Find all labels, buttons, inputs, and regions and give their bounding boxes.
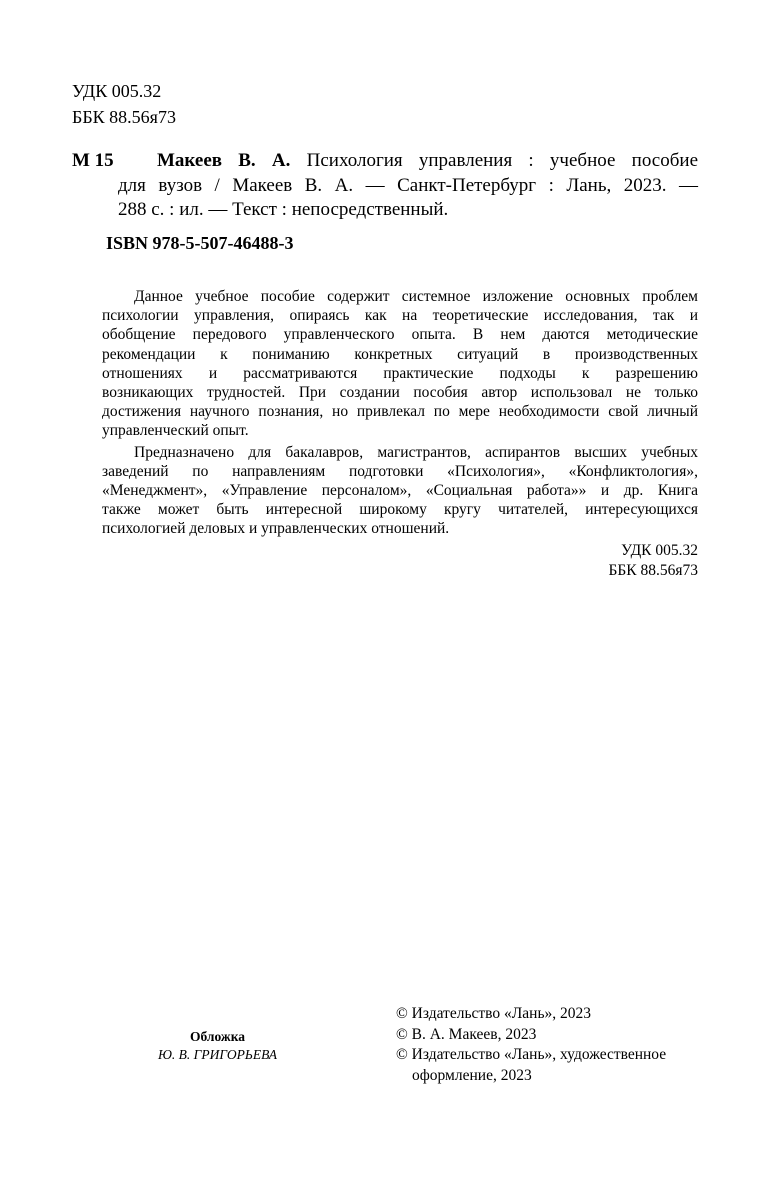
annotation-line: отношениях и рассматриваются практические подходы к разрешению bbox=[102, 364, 698, 382]
biblio-title: Психология управления : учебное пособие bbox=[306, 150, 698, 171]
annotation-line: также может быть интересной широкому кругу читателей, интересующихся bbox=[102, 501, 698, 519]
copyright-line: © В. А. Макеев, 2023 bbox=[396, 1025, 537, 1043]
cover-label: Обложка bbox=[190, 1029, 246, 1044]
annotation-line: заведений по направлениям подготовки «Психология», «Конфликтология», bbox=[102, 462, 698, 480]
biblio-line-2: для вузов / Макеев В. А. — Санкт-Петербург : Лань, 2023. — bbox=[118, 174, 698, 196]
annotation-line: рекомендации к пониманию конкретных ситуаций в производственных bbox=[102, 345, 698, 363]
biblio-line-1 bbox=[118, 149, 698, 174]
bibliographic-record bbox=[118, 149, 698, 223]
copyright-block bbox=[396, 1004, 666, 1086]
annotation-line: возникающих трудностей. При создании пособия автор использовал не только bbox=[102, 384, 698, 402]
annotation-line: обобщение передового управленческого опыта. В нем даются методические bbox=[102, 326, 698, 344]
isbn: ISBN 978-5-507-46488-3 bbox=[106, 233, 294, 253]
bbk-code: ББК 88.56я73 bbox=[72, 107, 176, 127]
annotation-line: «Менеджмент», «Управление персоналом», «Социальная работа»» и др. Книга bbox=[102, 482, 698, 500]
udk-code: УДК 005.32 bbox=[72, 81, 162, 101]
annotation-line: управленческий опыт. bbox=[102, 422, 249, 440]
annotation-paragraph-2 bbox=[102, 443, 698, 539]
cover-artist: Ю. В. ГРИГОРЬЕВА bbox=[158, 1047, 278, 1062]
annotation-line: Предназначено для бакалавров, магистрантов, аспирантов высших учебных bbox=[134, 443, 698, 461]
annotation-line: Данное учебное пособие содержит системное изложение основных проблем bbox=[134, 288, 698, 305]
annotation bbox=[102, 287, 698, 541]
copyright-line: © Издательство «Лань», 2023 bbox=[396, 1005, 592, 1022]
biblio-line-3: 288 с. : ил. — Текст : непосредственный. bbox=[118, 199, 449, 220]
annotation-paragraph-1 bbox=[102, 287, 698, 441]
copyright-line: оформление, 2023 bbox=[412, 1066, 532, 1084]
biblio-author: Макеев В. А. bbox=[157, 150, 291, 171]
annotation-line: психологией деловых и управленческих отношений. bbox=[102, 520, 450, 538]
author-mark: М 15 bbox=[72, 150, 114, 171]
annotation-line: психологии управления, опираясь как на теоретические исследования, так и bbox=[102, 307, 698, 325]
copyright-line: © Издательство «Лань», художественное bbox=[396, 1046, 667, 1064]
annotation-line: достижения научного познания, но привлекал по мере необходимости свой личный bbox=[102, 403, 698, 421]
bbk-code-footer: ББК 88.56я73 bbox=[608, 562, 698, 579]
udk-code-footer: УДК 005.32 bbox=[621, 542, 698, 559]
